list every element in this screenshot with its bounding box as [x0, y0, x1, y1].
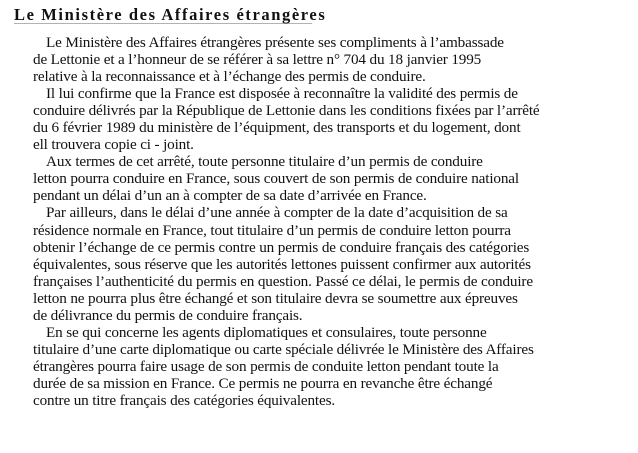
text-line: letton pourra conduire en France, sous couvert de son permis de conduire national [33, 170, 519, 188]
title-underline [14, 23, 312, 24]
text-line: Aux termes de cet arrêté, toute personne titulaire d’un permis de conduire [46, 153, 483, 171]
text-line: de Lettonie et a l’honneur de se référer à sa lettre n° 704 du 18 janvier 1995 [33, 51, 482, 69]
text-line: résidence normale en France, tout titulaire d’un permis de conduire letton pourra [33, 221, 511, 239]
text-line: contre un titre français des catégories équivalentes. [33, 391, 335, 409]
text-line: Il lui confirme que la France est disposée à reconnaître la validité des permis de [46, 85, 518, 103]
text-line: Par ailleurs, dans le délai d’une année à compter de la date d’acquisition de sa [46, 204, 508, 222]
text-line: relative à la reconnaissance et à l’échange des permis de conduire. [33, 68, 426, 86]
text-line: obtenir l’échange de ce permis contre un permis de conduire français des catégories [33, 238, 530, 256]
text-line: de délivrance du permis de conduire français. [33, 306, 303, 324]
text-line: Le Ministère des Affaires étrangères présente ses compliments à l’ambassade [46, 34, 504, 51]
text-line: letton ne pourra plus être échangé et son titulaire devra se soumettre aux épreuves [33, 289, 518, 307]
text-line: équivalentes, sous réserve que les autorités lettones puissent confirmer aux autorités [33, 255, 531, 273]
text-line: ell trouvera copie ci - joint. [33, 136, 194, 154]
text-line: du 6 février 1989 du ministère de l’équipment, des transports et du logement, dont [33, 119, 521, 137]
text-line: titulaire d’une carte diplomatique ou carte spéciale délivrée le Ministère des Affaires [33, 340, 534, 358]
text-line: conduire délivrés par la République de Lettonie dans les conditions fixées par l’arrêté [33, 102, 540, 120]
text-line: étrangères pourra faire usage de son permis de conduite letton pendant toute la [33, 357, 499, 375]
text-line: françaises l’authenticité du permis en question. Passé ce délai, le permis de conduire [33, 272, 533, 290]
text-line: En se qui concerne les agents diplomatiques et consulaires, toute personne [46, 323, 487, 341]
text-line: durée de sa mission en France. Ce permis ne pourra en revanche être échangé [33, 374, 493, 392]
document-title: Le Ministère des Affaires étrangères [14, 5, 327, 24]
document-body [33, 34, 633, 409]
text-line: pendant un délai d’un an à compter de sa date d’arrivée en France. [33, 187, 427, 205]
